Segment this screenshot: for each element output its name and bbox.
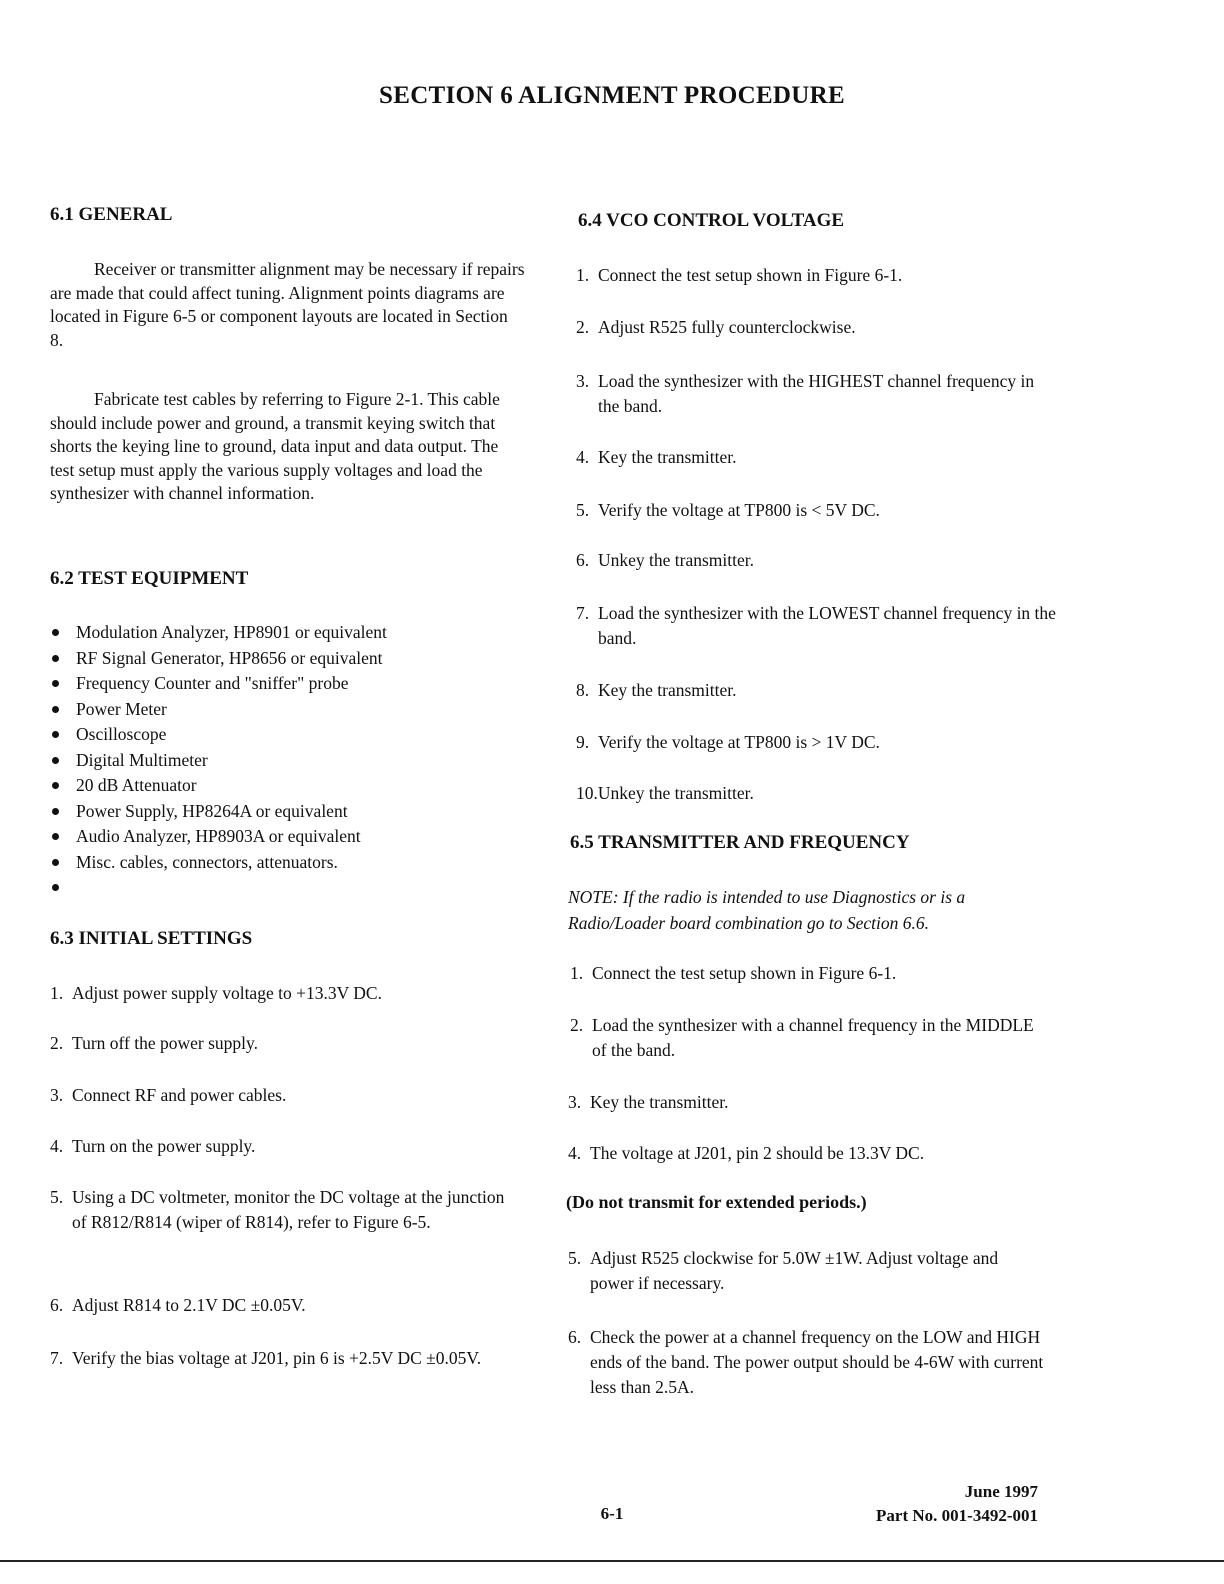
- initial-step-3: [50, 1083, 530, 1108]
- step-number: 1.: [576, 265, 590, 285]
- footer-date: June 1997: [964, 1482, 1038, 1501]
- vco-step-8: [576, 678, 1056, 703]
- step-text: Load the synthesizer with the LOWEST channel frequency in the band.: [598, 603, 1056, 648]
- diagnostics-note: NOTE: If the radio is intended to use Diagnostics or is a Radio/Loader board combination go to Section 6.6.: [568, 887, 966, 933]
- step-number: 7.: [50, 1348, 64, 1368]
- initial-step-7: [50, 1346, 520, 1371]
- step-text: 10.Unkey the transmitter.: [576, 783, 754, 803]
- section-6-5-heading: 6.5 TRANSMITTER AND FREQUENCY: [570, 832, 910, 853]
- step-number: 4.: [50, 1136, 64, 1156]
- list-item: Oscilloscope: [50, 722, 387, 748]
- initial-step-6: [50, 1293, 530, 1318]
- step-number: 4.: [568, 1143, 582, 1163]
- step-number: 3.: [576, 371, 590, 391]
- section-6-4-heading: 6.4 VCO CONTROL VOLTAGE: [578, 210, 845, 231]
- footer-rule: [0, 1560, 1224, 1562]
- step-text: Connect RF and power cables.: [72, 1085, 287, 1105]
- page-number: 6-1: [600, 1504, 624, 1523]
- step-text: Connect the test setup shown in Figure 6-1.: [598, 265, 903, 285]
- step-number: 4.: [576, 447, 590, 467]
- step-number: 1.: [570, 963, 584, 983]
- step-text: Unkey the transmitter.: [598, 550, 755, 570]
- step-text: Check the power at a channel frequency on the LOW and HIGH ends of the band. The power output should be 4-6W with current less than 2.5A.: [590, 1327, 1044, 1397]
- tx-step-5: [568, 1246, 1044, 1296]
- list-item: Power Supply, HP8264A or equivalent: [50, 799, 387, 825]
- tx-step-2: [570, 1013, 1050, 1063]
- step-text: Adjust R814 to 2.1V DC ±0.05V.: [72, 1295, 306, 1315]
- step-text: Turn on the power supply.: [72, 1136, 256, 1156]
- step-text: Adjust R525 clockwise for 5.0W ±1W. Adjust voltage and power if necessary.: [590, 1248, 999, 1293]
- step-text: Key the transmitter.: [598, 447, 737, 467]
- list-item: [50, 875, 387, 901]
- step-number: 2.: [576, 317, 590, 337]
- step-number: 6.: [576, 550, 590, 570]
- footer-part-number: Part No. 001-3492-001: [876, 1506, 1038, 1525]
- section-6-1-heading: 6.1 GENERAL: [50, 204, 173, 225]
- step-number: 8.: [576, 680, 590, 700]
- step-text: Adjust power supply voltage to +13.3V DC.: [72, 983, 382, 1003]
- step-text: Adjust R525 fully counterclockwise.: [598, 317, 856, 337]
- list-item: Frequency Counter and "sniffer" probe: [50, 671, 387, 697]
- step-number: 7.: [576, 603, 590, 623]
- vco-step-3: [576, 369, 1056, 419]
- initial-step-5: [50, 1185, 520, 1235]
- vco-step-6: [576, 548, 1056, 573]
- step-number: 9.: [576, 732, 590, 752]
- step-number: 5.: [576, 500, 590, 520]
- list-item: Digital Multimeter: [50, 748, 387, 774]
- step-text: Verify the voltage at TP800 is < 5V DC.: [598, 500, 880, 520]
- step-number: 1.: [50, 983, 64, 1003]
- tx-step-1: [570, 961, 1050, 986]
- test-equipment-list: [50, 620, 387, 901]
- step-text: Turn off the power supply.: [72, 1033, 259, 1053]
- initial-step-2: [50, 1031, 530, 1056]
- list-item: 20 dB Attenuator: [50, 773, 387, 799]
- step-text: Load the synthesizer with a channel frequency in the MIDDLE of the band.: [592, 1015, 1034, 1060]
- step-text: Verify the voltage at TP800 is > 1V DC.: [598, 732, 880, 752]
- section-6-3-heading: 6.3 INITIAL SETTINGS: [50, 928, 253, 949]
- vco-step-7: [576, 601, 1056, 651]
- section-6-2-heading: 6.2 TEST EQUIPMENT: [50, 568, 249, 589]
- step-number: 2.: [570, 1015, 584, 1035]
- list-item: RF Signal Generator, HP8656 or equivalent: [50, 646, 387, 672]
- step-text: Key the transmitter.: [598, 680, 737, 700]
- step-text: The voltage at J201, pin 2 should be 13.3V DC.: [590, 1143, 925, 1163]
- page-title: SECTION 6 ALIGNMENT PROCEDURE: [379, 82, 845, 109]
- list-item: Modulation Analyzer, HP8901 or equivalent: [50, 620, 387, 646]
- step-number: 6.: [50, 1295, 64, 1315]
- step-number: 5.: [50, 1187, 64, 1207]
- list-item: Power Meter: [50, 697, 387, 723]
- vco-step-4: [576, 445, 1056, 470]
- general-paragraph-1: Receiver or transmitter alignment may be necessary if repairs are made that could affect tuning. Alignment points diagrams are located in Figure 6-5 or component layouts are located in Section 8.: [50, 259, 525, 350]
- step-number: 6.: [568, 1327, 582, 1347]
- step-text: Verify the bias voltage at J201, pin 6 is +2.5V DC ±0.05V.: [72, 1348, 482, 1368]
- general-paragraph-2: Fabricate test cables by referring to Figure 2-1. This cable should include power and ground, a transmit keying switch that shorts the keying line to ground, data input and data output. The test setup must apply the various supply voltages and load the synthesizer with channel information.: [50, 389, 500, 503]
- tx-step-6: [568, 1325, 1044, 1400]
- vco-step-9: [576, 730, 1056, 755]
- list-item: Misc. cables, connectors, attenuators.: [50, 850, 387, 876]
- step-number: 2.: [50, 1033, 64, 1053]
- step-text: Key the transmitter.: [590, 1092, 729, 1112]
- vco-step-5: [576, 498, 1056, 523]
- transmit-warning: (Do not transmit for extended periods.): [566, 1192, 867, 1212]
- initial-step-1: [50, 981, 530, 1006]
- step-number: 3.: [50, 1085, 64, 1105]
- list-item: Audio Analyzer, HP8903A or equivalent: [50, 824, 387, 850]
- step-text: Connect the test setup shown in Figure 6-1.: [592, 963, 897, 983]
- vco-step-2: [576, 315, 1056, 340]
- step-text: Load the synthesizer with the HIGHEST channel frequency in the band.: [598, 371, 1035, 416]
- vco-step-10: [576, 781, 1056, 806]
- footer-date-block: [876, 1480, 1038, 1528]
- tx-step-3: [568, 1090, 1048, 1115]
- step-number: 5.: [568, 1248, 582, 1268]
- step-number: 3.: [568, 1092, 582, 1112]
- step-text: Using a DC voltmeter, monitor the DC voltage at the junction of R812/R814 (wiper of R814), refer to Figure 6-5.: [72, 1187, 505, 1232]
- tx-step-4: [568, 1141, 1048, 1166]
- initial-step-4: [50, 1134, 530, 1159]
- vco-step-1: [576, 263, 1056, 288]
